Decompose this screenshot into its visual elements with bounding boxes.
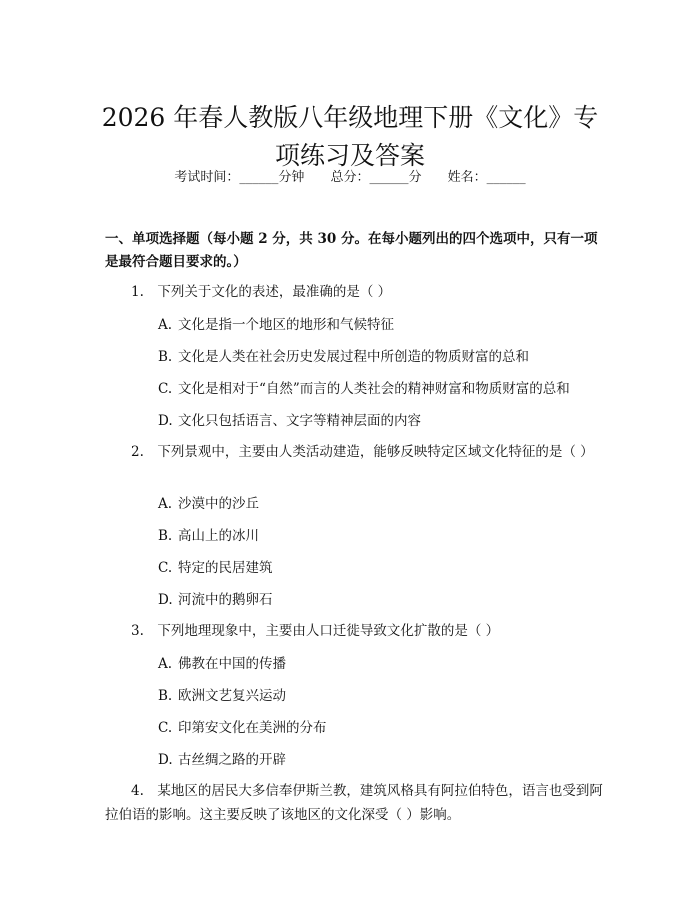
option-letter: B. bbox=[158, 528, 173, 544]
option-letter: C. bbox=[158, 720, 173, 736]
title-line-1: 2026 年春人教版八年级地理下册《文化》专 bbox=[101, 102, 599, 132]
option-text: 文化是人类在社会历史发展过程中所创造的物质财富的总和 bbox=[178, 349, 529, 365]
option-1d bbox=[158, 411, 608, 431]
question-3 bbox=[105, 619, 605, 643]
option-letter: B. bbox=[158, 349, 173, 365]
option-text: 特定的民居建筑 bbox=[178, 560, 273, 576]
question-stem: 3. 下列地理现象中，主要由人口迁徙导致文化扩散的是（ ） bbox=[131, 623, 500, 639]
section-heading: 一、单项选择题（每小题 2 分，共 30 分。在每小题列出的四个选项中，只有一项是最符合题目要求的。） bbox=[105, 231, 598, 270]
option-letter: C. bbox=[158, 381, 173, 397]
option-text: 欧洲文艺复兴运动 bbox=[178, 688, 286, 704]
option-text: 古丝绸之路的开辟 bbox=[178, 752, 286, 768]
option-text: 文化是相对于“自然”而言的人类社会的精神财富和物质财富的总和 bbox=[178, 381, 570, 397]
title-line-2: 项练习及答案 bbox=[274, 140, 425, 170]
question-2 bbox=[105, 440, 605, 464]
option-letter: A. bbox=[158, 496, 173, 512]
option-letter: C. bbox=[158, 560, 173, 576]
option-3a bbox=[158, 654, 608, 674]
question-stem: 4. 某地区的居民大多信奉伊斯兰教，建筑风格具有阿拉伯特色，语言也受到阿拉伯语的影响。这主要反映了该地区的文化深受（ ）影响。 bbox=[105, 783, 603, 823]
option-text: 印第安文化在美洲的分布 bbox=[178, 720, 327, 736]
option-text: 文化只包括语言、文字等精神层面的内容 bbox=[178, 413, 421, 429]
exam-time-field: 考试时间：______分钟 bbox=[174, 170, 305, 185]
option-letter: D. bbox=[158, 413, 173, 429]
option-1a bbox=[158, 315, 608, 335]
option-letter: A. bbox=[158, 317, 173, 333]
option-3d bbox=[158, 750, 608, 770]
option-text: 文化是指一个地区的地形和气候特征 bbox=[178, 317, 394, 333]
option-letter: D. bbox=[158, 592, 173, 608]
question-stem: 2. 下列景观中，主要由人类活动建造，能够反映特定区域文化特征的是（ ） bbox=[131, 444, 594, 460]
question-1 bbox=[105, 280, 605, 304]
option-2b bbox=[158, 526, 608, 546]
option-letter: A. bbox=[158, 656, 173, 672]
option-1b bbox=[158, 347, 608, 367]
option-3c bbox=[158, 718, 608, 738]
option-letter: B. bbox=[158, 688, 173, 704]
option-1c bbox=[158, 379, 608, 399]
option-2c bbox=[158, 558, 608, 578]
question-stem: 1. 下列关于文化的表述，最准确的是（ ） bbox=[131, 284, 392, 300]
option-text: 河流中的鹅卵石 bbox=[178, 592, 273, 608]
option-text: 高山上的冰川 bbox=[178, 528, 259, 544]
option-2a bbox=[158, 494, 608, 514]
option-text: 沙漠中的沙丘 bbox=[178, 496, 259, 512]
option-3b bbox=[158, 686, 608, 706]
question-4 bbox=[105, 779, 605, 827]
document-title bbox=[70, 99, 630, 175]
option-2d bbox=[158, 590, 608, 610]
student-name-field: 姓名：______ bbox=[447, 170, 526, 185]
option-letter: D. bbox=[158, 752, 173, 768]
total-score-field: 总分：______分 bbox=[330, 170, 422, 185]
exam-meta bbox=[0, 168, 700, 188]
option-text: 佛教在中国的传播 bbox=[178, 656, 286, 672]
